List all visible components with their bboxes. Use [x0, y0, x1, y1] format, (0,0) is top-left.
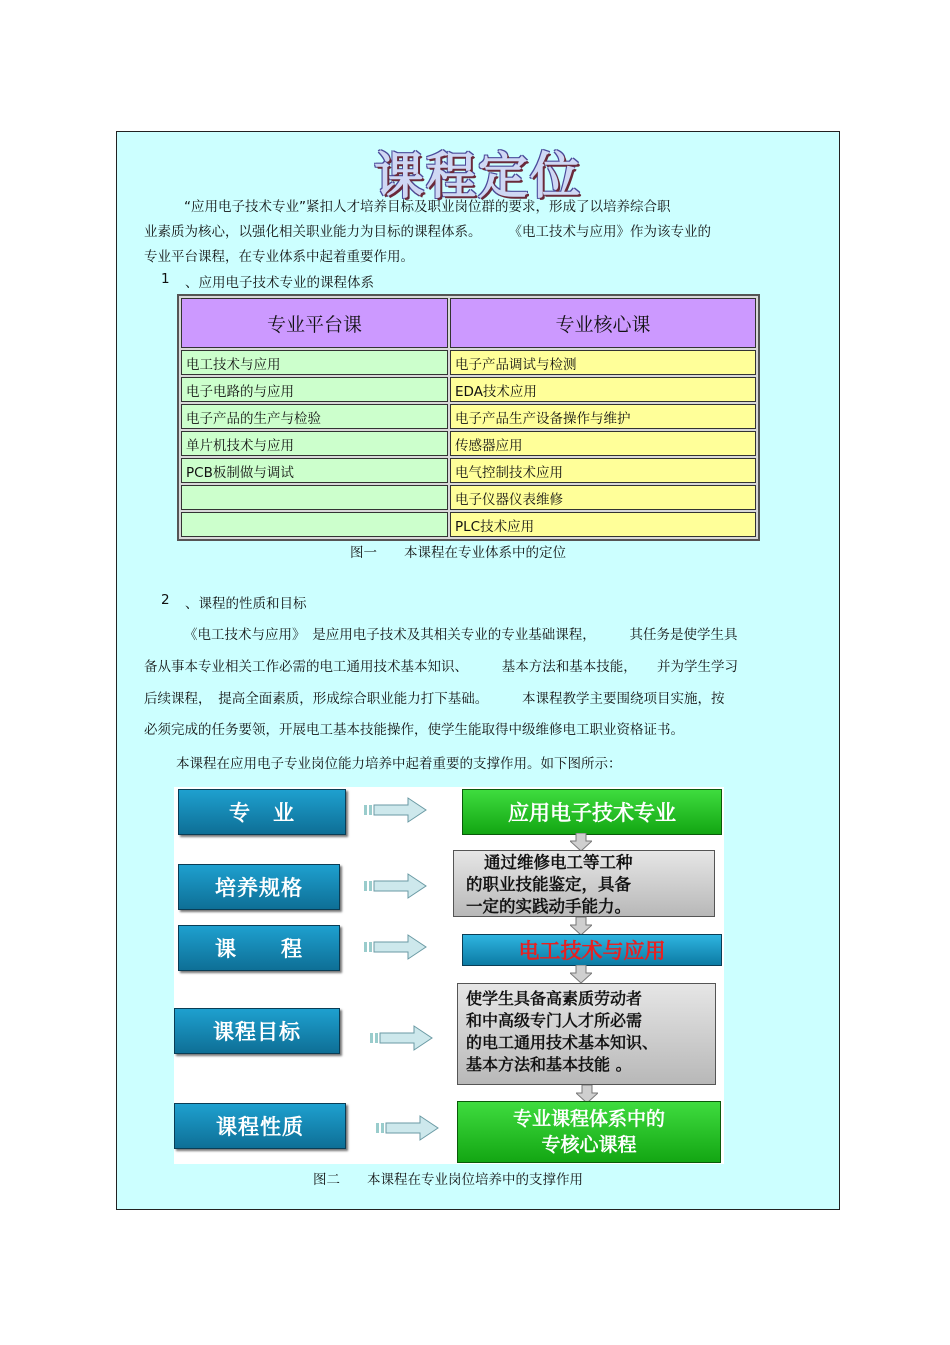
core-course: PLC技术应用	[450, 512, 756, 537]
down-arrow-icon	[570, 965, 592, 983]
platform-course	[181, 485, 448, 510]
platform-course: 电子电路的与应用	[181, 377, 448, 402]
core-course: 电气控制技术应用	[450, 458, 756, 483]
intro-line-3: 专业平台课程，在专业体系中起着重要作用。	[144, 249, 414, 265]
core-course: 电子产品调试与检测	[450, 350, 756, 375]
section2-number: 2	[161, 592, 170, 608]
table-row	[181, 431, 756, 456]
right-arrow-icon	[364, 932, 428, 962]
table-row	[181, 485, 756, 510]
goal-line: 使学生具备高素质劳动者	[466, 989, 643, 1008]
right-arrow-icon	[364, 871, 428, 901]
section1-title: 、应用电子技术专业的课程体系	[185, 275, 374, 291]
goal-box	[457, 983, 716, 1085]
body-line-4: 必须完成的任务要领，开展电工基本技能操作，使学生能取得中级维修电工职业资格证书。	[144, 722, 684, 738]
table-row	[181, 377, 756, 402]
platform-course: PCB板制做与调试	[181, 458, 448, 483]
figure-2-caption: 图二 本课程在专业岗位培养中的支撑作用	[313, 1172, 583, 1188]
body-line-3: 后续课程， 提高全面素质，形成综合职业能力打下基础。 本课程教学主要围绕项目实施，按	[144, 691, 725, 707]
table-row	[181, 458, 756, 483]
goal-line: 和中高级专门人才所必需	[466, 1011, 643, 1030]
goal-line: 的电工通用技术基本知识、	[466, 1033, 659, 1052]
down-arrow-icon	[570, 917, 592, 935]
spec-line: 一定的实践动手能力。	[466, 897, 631, 916]
nature-line: 专业课程体系中的	[512, 1108, 665, 1130]
right-arrow-icon	[364, 795, 428, 825]
content-frame	[116, 131, 840, 1210]
intro-line-1: “应用电子技术专业”紧扣人才培养目标及职业岗位群的要求，形成了以培养综合职	[184, 199, 671, 215]
platform-course: 电子产品的生产与检验	[181, 404, 448, 429]
course-box: 电工技术与应用	[462, 934, 722, 966]
platform-course	[181, 512, 448, 537]
platform-course: 电工技术与应用	[181, 350, 448, 375]
label-nature: 课程性质	[174, 1103, 346, 1149]
header-platform: 专业平台课	[181, 298, 448, 348]
core-course: EDA技术应用	[450, 377, 756, 402]
header-core: 专业核心课	[450, 298, 756, 348]
table-header-row	[181, 298, 756, 348]
section2-title: 、课程的性质和目标	[185, 596, 307, 612]
course-table	[177, 294, 760, 541]
body-line-2: 备从事本专业相关工作必需的电工通用技术基本知识、 基本方法和基本技能， 并为学生学习	[144, 659, 738, 675]
right-arrow-icon	[370, 1023, 434, 1053]
major-box: 应用电子技术专业	[462, 789, 722, 835]
table-row	[181, 404, 756, 429]
section1-number: 1	[161, 271, 170, 287]
intro-line-2: 业素质为核心，以强化相关职业能力为目标的课程体系。 《电工技术与应用》作为该专业的	[144, 224, 711, 240]
down-arrow-icon	[570, 833, 592, 851]
right-arrow-icon	[376, 1113, 440, 1143]
label-spec: 培养规格	[178, 864, 340, 910]
table-row	[181, 512, 756, 537]
spec-line: 的职业技能鉴定，具备	[466, 875, 631, 894]
table-row	[181, 350, 756, 375]
nature-line: 专核心课程	[541, 1134, 637, 1156]
core-course: 电子产品生产设备操作与维护	[450, 404, 756, 429]
page-title: 课程定位	[374, 146, 582, 205]
label-course: 课 程	[178, 925, 340, 971]
body-line-5: 本课程在应用电子专业岗位能力培养中起着重要的支撑作用。如下图所示：	[176, 756, 622, 772]
spec-line: 通过维修电工等工种	[484, 853, 633, 872]
core-course: 传感器应用	[450, 431, 756, 456]
label-goal: 课程目标	[174, 1008, 340, 1054]
nature-box	[457, 1101, 721, 1163]
spec-box	[453, 850, 715, 917]
body-line-1: 《电工技术与应用》 是应用电子技术及其相关专业的专业基础课程， 其任务是使学生具	[184, 627, 738, 643]
platform-course: 单片机技术与应用	[181, 431, 448, 456]
goal-line: 基本方法和基本技能 。	[466, 1055, 632, 1074]
label-major: 专 业	[178, 789, 346, 835]
support-flow-diagram	[174, 787, 724, 1164]
figure-1-caption: 图一 本课程在专业体系中的定位	[350, 545, 566, 561]
core-course: 电子仪器仪表维修	[450, 485, 756, 510]
